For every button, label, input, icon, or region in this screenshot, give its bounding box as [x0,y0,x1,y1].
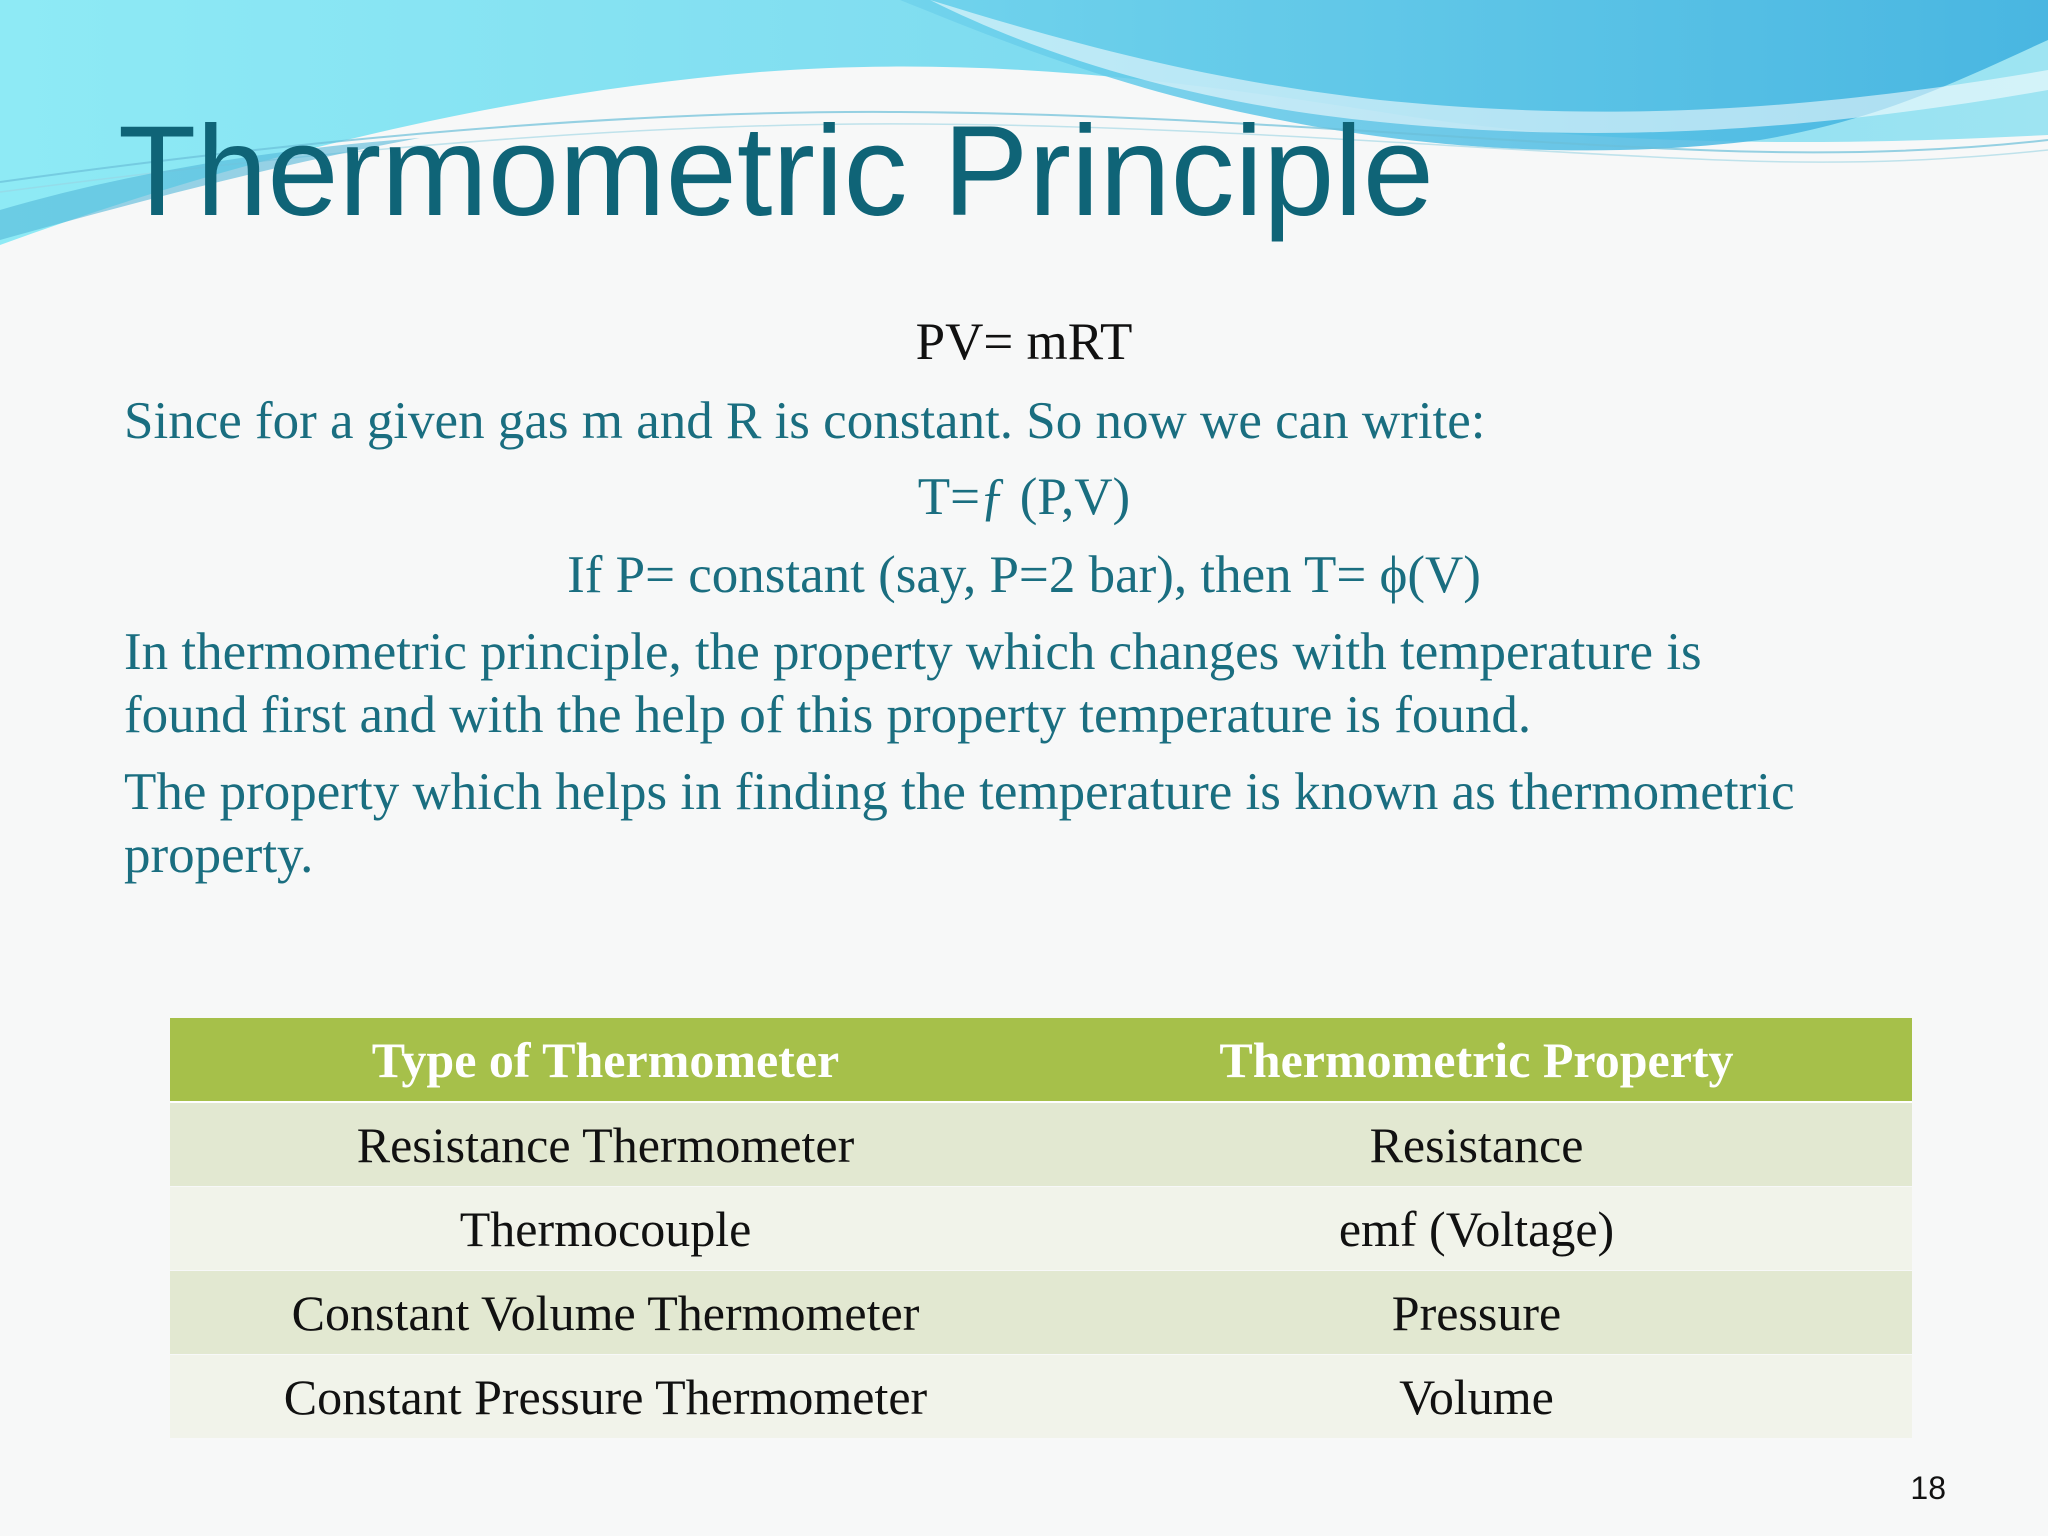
table-row [170,1355,1912,1439]
table-cell-property: emf (Voltage) [1041,1187,1912,1271]
table-cell-type: Constant Volume Thermometer [170,1271,1041,1355]
property-paragraph-line-2: property. [124,826,314,884]
slide-title: Thermometric Principle [118,100,1434,243]
column-header-property: Thermometric Property [1041,1018,1912,1102]
thermometer-table [170,1018,1912,1439]
page-number: 18 [1910,1470,1946,1506]
table-row [170,1187,1912,1271]
column-header-type: Type of Thermometer [170,1018,1041,1102]
table-cell-type: Resistance Thermometer [170,1102,1041,1187]
table-row [170,1271,1912,1355]
table-header-row [170,1018,1912,1102]
table-cell-property: Resistance [1041,1102,1912,1187]
table-cell-property: Volume [1041,1355,1912,1439]
table-cell-property: Pressure [1041,1271,1912,1355]
since-text: Since for a given gas m and R is constant. So now we can write: [124,392,1486,450]
table-cell-type: Constant Pressure Thermometer [170,1355,1041,1439]
temperature-function-equation: T=ƒ (P,V) [917,468,1131,526]
constant-pressure-equation: If P= constant (say, P=2 bar), then T= ϕ(V) [567,546,1481,604]
principle-paragraph-line-2: found first and with the help of this property temperature is found. [124,686,1532,744]
table-row [170,1102,1912,1187]
ideal-gas-equation: PV= mRT [915,313,1133,371]
principle-paragraph-line-1: In thermometric principle, the property which changes with temperature is [124,623,1702,681]
table-cell-type: Thermocouple [170,1187,1041,1271]
property-paragraph-line-1: The property which helps in finding the temperature is known as thermometric [124,763,1795,821]
